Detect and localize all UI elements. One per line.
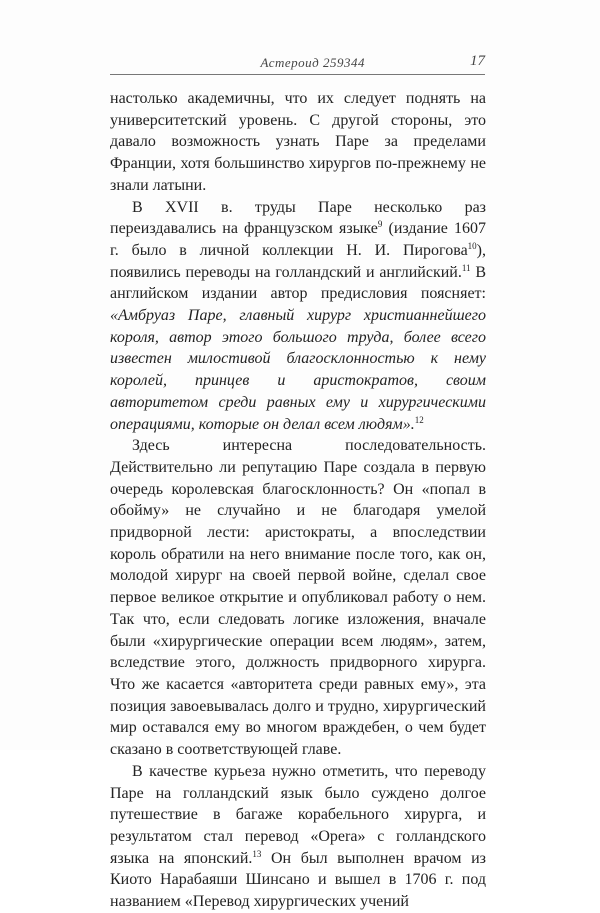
paragraph-2-text-d: В английском издании автор предисловия поясняет: [110,263,487,303]
footnote-ref-11[interactable]: 11 [461,262,471,273]
footnote-ref-12[interactable]: 12 [414,414,424,425]
paragraph-1 [110,88,486,197]
paragraph-4-text-a: В качестве курьеза нужно отметить, что переводу Паре на голландский язык было суждено долгое путешествие в багаже корабельного хирурга, и результатом стал перевод «Opera» с голландского языка на японский. [110,762,486,867]
header-rule [110,74,485,75]
paragraph-4-text-b: Он был выполнен врачом из Киото Нарабаяши Шинсано и вышел в 1706 г. под названием «Перевод хирургических учений [110,849,486,911]
paragraph-3 [110,435,486,761]
paragraph-1-text: настолько академичны, что их следует поднять на университетский уровень. С другой стороны, это давало возможность узнать Паре за пределами Франции, хотя большинство хирургов по-прежнему не знали латыни. [110,90,486,194]
footnote-ref-10[interactable]: 10 [467,240,477,251]
paragraph-2-text-c: ), появились переводы на голландский и английский. [110,241,486,281]
paragraph-2 [110,197,486,436]
footnote-ref-13[interactable]: 13 [252,848,262,859]
footnote-ref-9[interactable]: 9 [377,219,383,230]
body-text [110,88,486,913]
paragraph-2-quote: «Амбруаз Паре, главный хирург христианнейшего короля, автор этого большого труда, более всего известен милостивой благосклонностью к нему королей, принцев и аристократов, своим авторитетом среди равных ему и хирургическими операциями, которые он делал всем людям». [110,307,486,433]
paragraph-2-text-b: (издание 1607 г. было в личной коллекции Н. И. Пирогова [110,220,487,259]
paragraph-3-text: Здесь интересна последовательность. Действительно ли репутацию Паре создала в первую очередь королевская благосклонность? Он «попал в обойму» не случайно и не благодаря умелой придворной лести: аристократы, а впоследствии король обратили на него внимание после того, как он, молодой хирург на своей первой войне, сделал свое первое великое открытие и опубликовал работу о нем. Так что, если следовать логике изложения, вначале были «хирургические операции всем людям», затем, вследствие этого, должность придворного хирурга. Что же касается «авторитета среди равных ему», эта позиция завоевывалась долго и трудно, хирургический мир оставался ему во многом враждебен, о чем будет сказано в соответствующей главе. [110,437,486,759]
page-number: 17 [470,53,485,69]
paragraph-2-text-a: В XVII в. труды Паре несколько раз переиздавались на французском языке [110,198,486,238]
running-head [110,55,485,75]
running-title: Астероид 259344 [260,55,365,70]
paragraph-4 [110,761,486,913]
